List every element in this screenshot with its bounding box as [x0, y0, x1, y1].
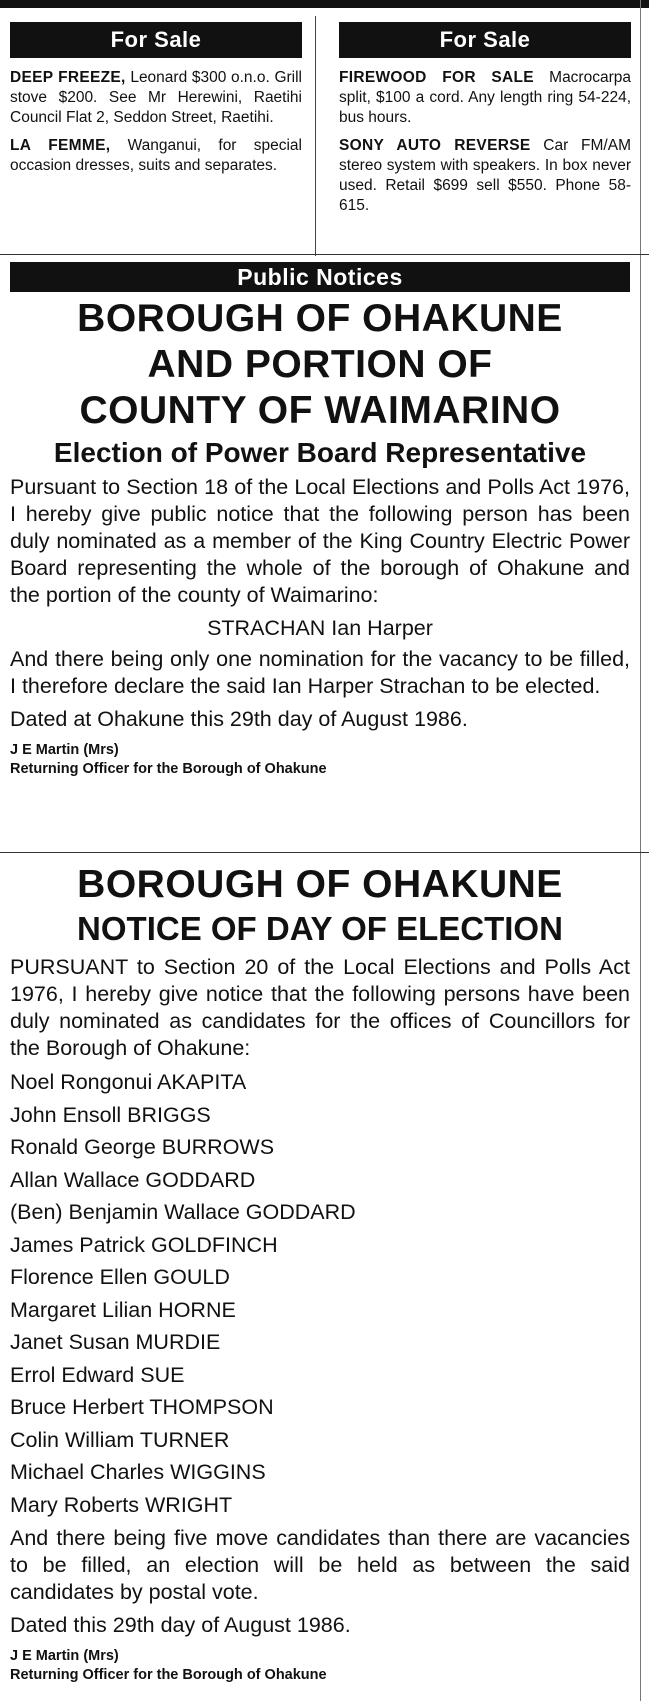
- candidate-name: James Patrick GOLDFINCH: [10, 1232, 278, 1257]
- section-rule: [0, 254, 649, 255]
- classified-ad-sony-stereo: [339, 136, 631, 216]
- column-divider: [315, 16, 316, 256]
- for-sale-section: [0, 8, 649, 254]
- candidate-name: Errol Edward SUE: [10, 1362, 185, 1387]
- for-sale-left-heading: For Sale: [10, 22, 302, 58]
- notice-title-line: COUNTY OF WAIMARINO: [79, 389, 561, 432]
- right-column-rule: [640, 0, 641, 1701]
- ad-text: Wanganui, for special occasion dresses, suits and separates.: [10, 137, 302, 174]
- for-sale-right-column: [339, 22, 631, 216]
- candidate-name: Ronald George BURROWS: [10, 1135, 275, 1159]
- candidate-name: Florence Ellen GOULD: [10, 1265, 230, 1289]
- notice-intro: Pursuant to Section 18 of the Local Elections and Polls Act 1976, I hereby give public notice that the following person has been duly nominated as a member of the King Country Electric Power Board representing the whole of the borough of Ohakune and the portion of the county of Waimarino:: [10, 475, 630, 607]
- notice-power-board-election: [10, 296, 630, 779]
- candidate-name: John Ensoll BRIGGS: [10, 1102, 211, 1127]
- candidate-name: Michael Charles WIGGINS: [10, 1460, 266, 1484]
- ad-text: Car FM/AM stereo system with speakers. In box never used. Retail $699 sell $550. Phone 58-615.: [339, 137, 631, 214]
- signatory-name: J E Martin (Mrs): [10, 1648, 119, 1664]
- candidate-name: Margaret Lilian HORNE: [10, 1297, 236, 1322]
- public-notices-heading: Public Notices: [10, 262, 630, 292]
- ad-lead: DEEP FREEZE,: [10, 69, 126, 86]
- classified-ad-la-femme: [10, 136, 302, 176]
- ad-lead: FIREWOOD FOR SALE: [339, 69, 534, 86]
- notice-title-line: BOROUGH OF OHAKUNE: [77, 297, 563, 340]
- notice-subtitle: NOTICE OF DAY OF ELECTION: [77, 910, 563, 947]
- notice-dated: Dated at Ohakune this 29th day of August 1986.: [10, 707, 468, 731]
- candidate-name: Bruce Herbert THOMPSON: [10, 1395, 274, 1419]
- candidate-name: (Ben) Benjamin Wallace GODDARD: [10, 1200, 356, 1224]
- for-sale-left-column: [10, 22, 302, 176]
- notice-day-of-election: [10, 862, 630, 1685]
- signatory-role: Returning Officer for the Borough of Ohakune: [10, 1667, 327, 1683]
- candidate-name: Mary Roberts WRIGHT: [10, 1492, 233, 1517]
- notice-closing: And there being five move candidates than there are vacancies to be filled, an election will be held as between the said candidates by postal vote.: [10, 1526, 630, 1604]
- ad-text: Leonard $300 o.n.o. Grill stove $200. See Mr Herewini, Raetihi Council Flat 2, Seddon Street, Raetihi.: [10, 69, 303, 126]
- top-rule: [0, 0, 649, 8]
- classified-ad-firewood: [339, 68, 631, 128]
- for-sale-right-heading: For Sale: [339, 22, 631, 58]
- notice-signature: [10, 1647, 630, 1685]
- ad-lead: SONY AUTO REVERSE: [339, 137, 531, 154]
- candidate-list: [10, 1066, 630, 1521]
- candidate-name: Noel Rongonui AKAPITA: [10, 1070, 247, 1094]
- notice-intro: PURSUANT to Section 20 of the Local Elections and Polls Act 1976, I hereby give notice that the following persons have been duly nominated as candidates for the offices of Councillors for the Borough of Ohakune:: [10, 955, 630, 1060]
- signatory-name: J E Martin (Mrs): [10, 742, 119, 758]
- candidate-name: Colin William TURNER: [10, 1427, 230, 1452]
- notice-title: BOROUGH OF OHAKUNE: [77, 863, 563, 906]
- section-rule: [0, 852, 649, 853]
- notice-title-line: AND PORTION OF: [147, 343, 493, 386]
- candidate-name: Janet Susan MURDIE: [10, 1330, 221, 1354]
- nominee-name: STRACHAN Ian Harper: [207, 616, 433, 640]
- signatory-role: Returning Officer for the Borough of Ohakune: [10, 761, 327, 777]
- notice-dated: Dated this 29th day of August 1986.: [10, 1613, 351, 1637]
- notice-signature: [10, 741, 630, 779]
- notice-declaration: And there being only one nomination for the vacancy to be filled, I therefore declare the said Ian Harper Strachan to be elected.: [10, 647, 630, 698]
- ad-lead: LA FEMME,: [10, 137, 111, 154]
- notice-subtitle: Election of Power Board Representative: [53, 437, 587, 468]
- ad-text: Macrocarpa split, $100 a cord. Any length ring 54-224, bus hours.: [339, 69, 631, 126]
- candidate-name: Allan Wallace GODDARD: [10, 1167, 256, 1192]
- classified-ad-deep-freeze: [10, 68, 302, 128]
